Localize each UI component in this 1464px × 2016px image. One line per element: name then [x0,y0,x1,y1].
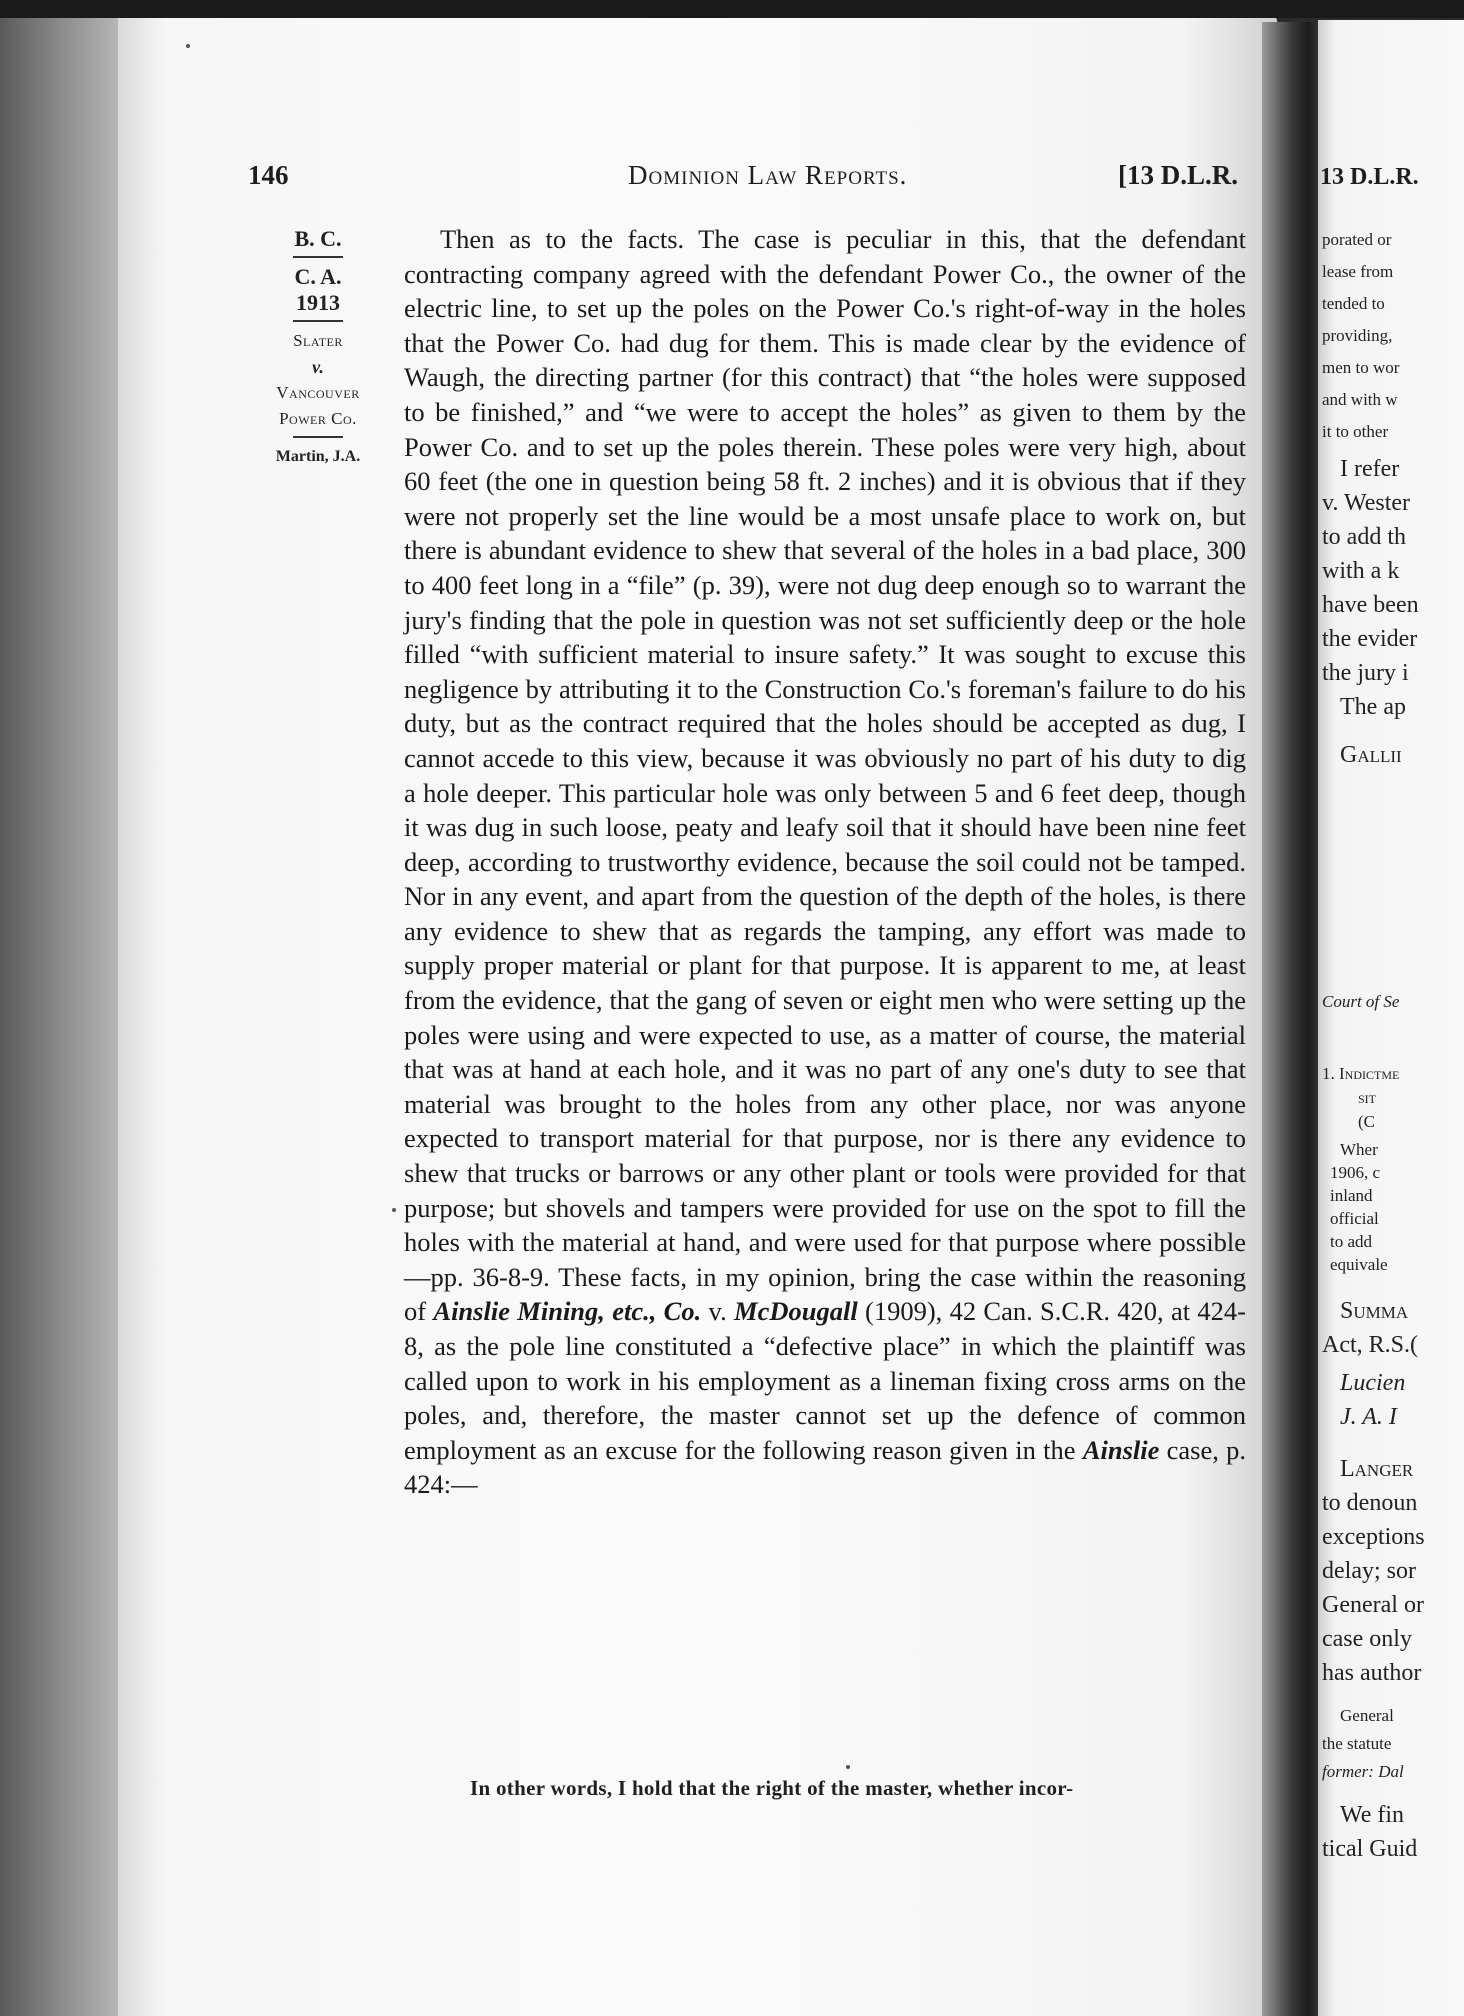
headnote-fragment: 1. Indictme [1322,1064,1400,1083]
text-fragment: the statute [1322,1734,1392,1753]
headnote-fragment: official [1330,1209,1379,1228]
text-fragment: v. Wester [1322,490,1411,516]
judgment-paragraph [404,222,1246,1502]
divider [293,256,343,258]
headnote-fragment: to add [1330,1232,1373,1251]
headnote-fragment: Wher [1340,1140,1378,1159]
text-fragment: The ap [1340,694,1406,720]
margin-notes [252,226,384,470]
text-fragment: the jury i [1322,660,1409,686]
case-citation-party: McDougall [734,1296,858,1327]
text-fragment: General [1340,1706,1394,1725]
judge-label: Martin, J.A. [275,448,361,465]
text-fragment: case only [1322,1626,1412,1652]
divider [293,436,343,438]
text-fragment: exceptions [1322,1524,1425,1550]
text-fragment: has author [1322,1660,1422,1686]
text-fragment: providing, [1322,326,1393,345]
headnote-fragment: inland [1330,1186,1373,1205]
text-fragment: delay; sor [1322,1558,1416,1584]
right-page-head: 13 D.L.R. [1320,164,1419,190]
versus-text: v. [708,1296,727,1327]
text-fragment: lease from [1322,262,1394,281]
case-short-name: Ainslie [1082,1434,1160,1465]
text-fragment: General or [1322,1592,1424,1618]
party-defendant-line1: Vancouver [276,383,360,402]
speck [392,1208,396,1212]
division-label: C. A. [294,264,342,289]
text-fragment: Langer [1340,1456,1414,1482]
text-fragment: Summa [1340,1298,1409,1324]
headnote-fragment: sit [1358,1088,1376,1107]
citation-text: (1909), 42 Can. S.C.R. 420, at 424-8, as the pole line constituted a “defective place” in which the plaintiff was called upon to work in his employment as a lineman fixing cross arms on the poles, and, therefore, the master cannot set up the defence of common employment as an excuse for the following reason given in the [404,1296,1247,1465]
text-fragment: tended to [1322,294,1385,313]
running-head [248,160,1238,200]
divider [293,320,343,322]
quoted-passage: In other words, I hold that the right of the master, whether incor- [470,1776,1074,1800]
court-label: B. C. [294,226,342,251]
headnote-fragment: (C [1358,1112,1375,1131]
party-defendant-line2: Power Co. [279,409,357,428]
text-fragment: to add th [1322,524,1406,550]
versus-label: v. [312,357,324,377]
headnote-fragment: equivale [1330,1255,1388,1274]
text-fragment: tical Guid [1322,1836,1418,1862]
judge-name-fragment: Gallii [1340,742,1402,768]
text-fragment: it to other [1322,422,1389,441]
text-fragment: to denoun [1322,1490,1418,1516]
speck [846,1765,850,1769]
counsel-fragment: J. A. I [1340,1404,1397,1430]
page-number: 146 [248,160,289,190]
case-citation: Ainslie Mining, etc., Co. [433,1296,702,1327]
year-label: 1913 [296,290,340,315]
counsel-fragment: Lucien [1340,1370,1406,1396]
text-fragment: porated or [1322,230,1392,249]
volume-reference: [13 D.L.R. [1118,160,1238,190]
page-title: Dominion Law Reports. [628,160,908,190]
text-fragment: We fin [1340,1802,1405,1828]
text-fragment: Act, R.S.( [1322,1332,1418,1358]
text-fragment: have been [1322,592,1419,618]
citation-end: case, p. 424:— [404,1434,1247,1500]
text-fragment: and with w [1322,390,1398,409]
judgment-text [404,222,1246,1502]
scan-edge [0,0,1464,18]
party-plaintiff: Slater [293,331,343,350]
text-fragment: former: Dal [1322,1762,1404,1781]
text-fragment: I refer [1340,456,1400,482]
text-fragment: with a k [1322,558,1400,584]
speck [186,44,190,48]
paragraph-text: Then as to the facts. The case is peculiar in this, that the defendant contracting company agreed with the defendant Power Co., the owner of the electric line, to set up the poles on the Power Co.'s right-of-way in the holes that the Power Co. had dug for them. This is made clear by the evidence of Waugh, the directing partner (for this contract) that “the holes were supposed to be finished,” and “we were to accept the holes” as given to them by the Power Co. and to set up the poles therein. These poles were very high, about 60 feet (the one in question being 58 ft. 2 inches) and it is obvious that if they were not properly set the line would be a most unsafe place to work on, but there is abundant evidence to shew that several of the holes in a bad place, 300 to 400 feet long in a “file” (p. 39), were not dug deep enough so to warrant the jury's finding that the pole in question was not set sufficiently deep or the hole filled “with sufficient material to insure safety.” It was sought to excuse this negligence by attributing it to the Construction Co.'s foreman's failure to do his duty, but as the contract required that the holes should be accepted as dug, I cannot accede to this view, because it was obviously no part of his duty to dig a hole deeper. This particular hole was only between 5 and 6 feet deep, though it was dug in such loose, peaty and leafy soil that it should have been nine feet deep, according to trustworthy evidence, because the soil could not be tamped. Nor in any event, and apart from the question of the depth of the holes, is there any evidence to shew that as regards the tamping, any effort was made to supply proper material or plant for that purpose. It is apparent to me, at least from the evidence, that the gang of seven or eight men who were setting up the poles were using and were expected to use, as a matter of course, the material that was at hand at each hole, and it was no part of any one's duty to see that material was brought to the holes from any other place, nor was anyone expected to transport material for that purpose, nor is there any evidence to shew that trucks or barrows or any other plant or tools were provided for that purpose; but shovels and tampers were provided for use on the spot to fill the holes with the material at hand, and were used for that purpose where possible—pp. 36-8-9. These facts, in my opinion, bring the case within the reasoning of [404,224,1246,1327]
text-fragment: men to wor [1322,358,1400,377]
headnote-fragment: 1906, c [1330,1163,1381,1182]
court-caption-fragment: Court of Se [1322,992,1400,1011]
text-fragment: the evider [1322,626,1418,652]
